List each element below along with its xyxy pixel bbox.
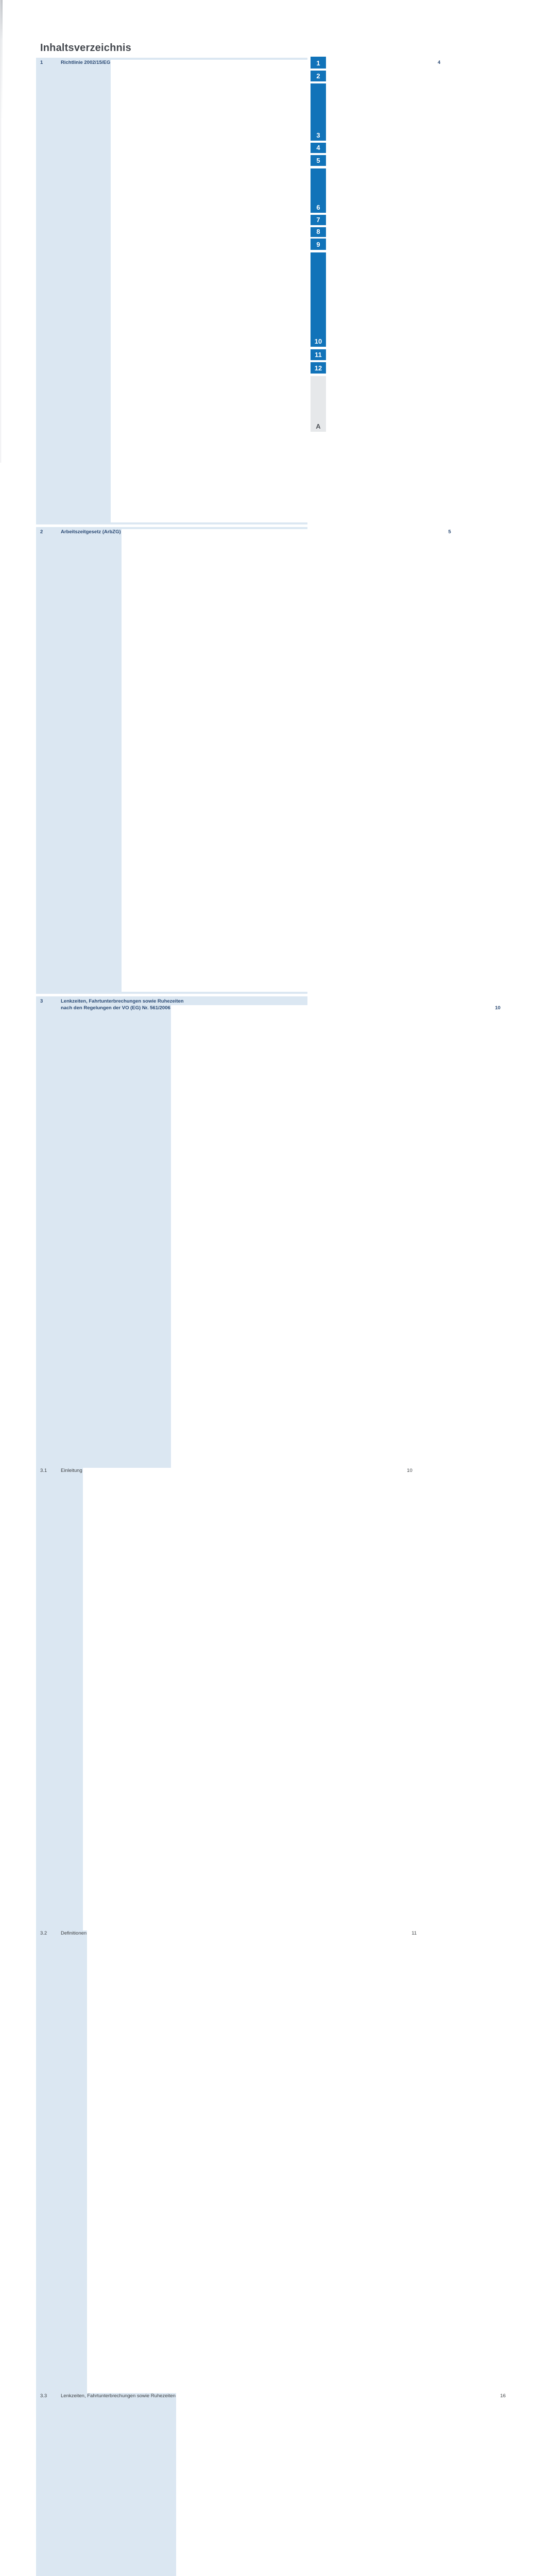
side-tab-9: 9 [311, 239, 326, 250]
toc-entry-continuation [40, 1005, 303, 1468]
toc-entry-number: 1 [40, 60, 61, 66]
side-tab-2: 2 [311, 71, 326, 81]
toc-entry-title: Richtlinie 2002/15/EG [61, 60, 110, 66]
toc-entry-3.1 [40, 1468, 303, 1930]
side-tab-6: 6 [311, 168, 326, 213]
side-tab-A: A [311, 376, 326, 432]
side-tab-4: 4 [311, 143, 326, 153]
toc-entry-page: 5 [122, 529, 451, 992]
toc-entry-page: 10 [83, 1468, 413, 1930]
side-tab-10: 10 [311, 252, 326, 347]
side-tab-8: 8 [311, 227, 326, 237]
side-tab-3: 3 [311, 83, 326, 141]
side-tab-12: 12 [311, 362, 326, 374]
toc-entry-3 [40, 998, 303, 1005]
toc-entry-number: 3 [40, 998, 61, 1005]
side-tab-1: 1 [311, 57, 326, 69]
toc-entry-title: Einleitung [61, 1468, 82, 1475]
toc-entry-title: Arbeitszeitgesetz (ArbZG) [61, 529, 121, 536]
toc-entry-page: 16 [176, 2393, 506, 2576]
toc-entry-title: Definitionen [61, 1930, 87, 1937]
side-tab-11: 11 [311, 349, 326, 360]
toc [36, 58, 307, 2576]
toc-entry-page: 10 [171, 1005, 501, 1468]
toc-block-1 [36, 58, 307, 524]
toc-entry-3.2 [40, 1930, 303, 2393]
toc-entry-title: nach den Regelungen der VO (EG) Nr. 561/2006 [61, 1005, 170, 1012]
toc-entry-title: Lenkzeiten, Fahrtunterbrechungen sowie Ruhezeiten [61, 2393, 176, 2400]
toc-entry-title: Lenkzeiten, Fahrtunterbrechungen sowie Ruhezeiten [61, 998, 184, 1005]
toc-entry-number: 3.3 [40, 2393, 61, 2400]
page-title: Inhaltsverzeichnis [40, 42, 131, 54]
toc-entry-page: 4 [111, 60, 440, 522]
toc-entry-number: 3.1 [40, 1468, 61, 1475]
side-tab-7: 7 [311, 215, 326, 225]
toc-block-2 [36, 527, 307, 994]
toc-entry-3.3 [40, 2393, 303, 2576]
toc-entry-1 [40, 60, 303, 522]
toc-entry-page: 11 [87, 1930, 417, 2393]
toc-entry-number: 2 [40, 529, 61, 536]
toc-entry-number: 3.2 [40, 1930, 61, 1937]
side-tab-5: 5 [311, 155, 326, 166]
scanned-toc-page [0, 0, 330, 463]
toc-block-3 [36, 996, 307, 2576]
toc-entry-2 [40, 529, 303, 992]
